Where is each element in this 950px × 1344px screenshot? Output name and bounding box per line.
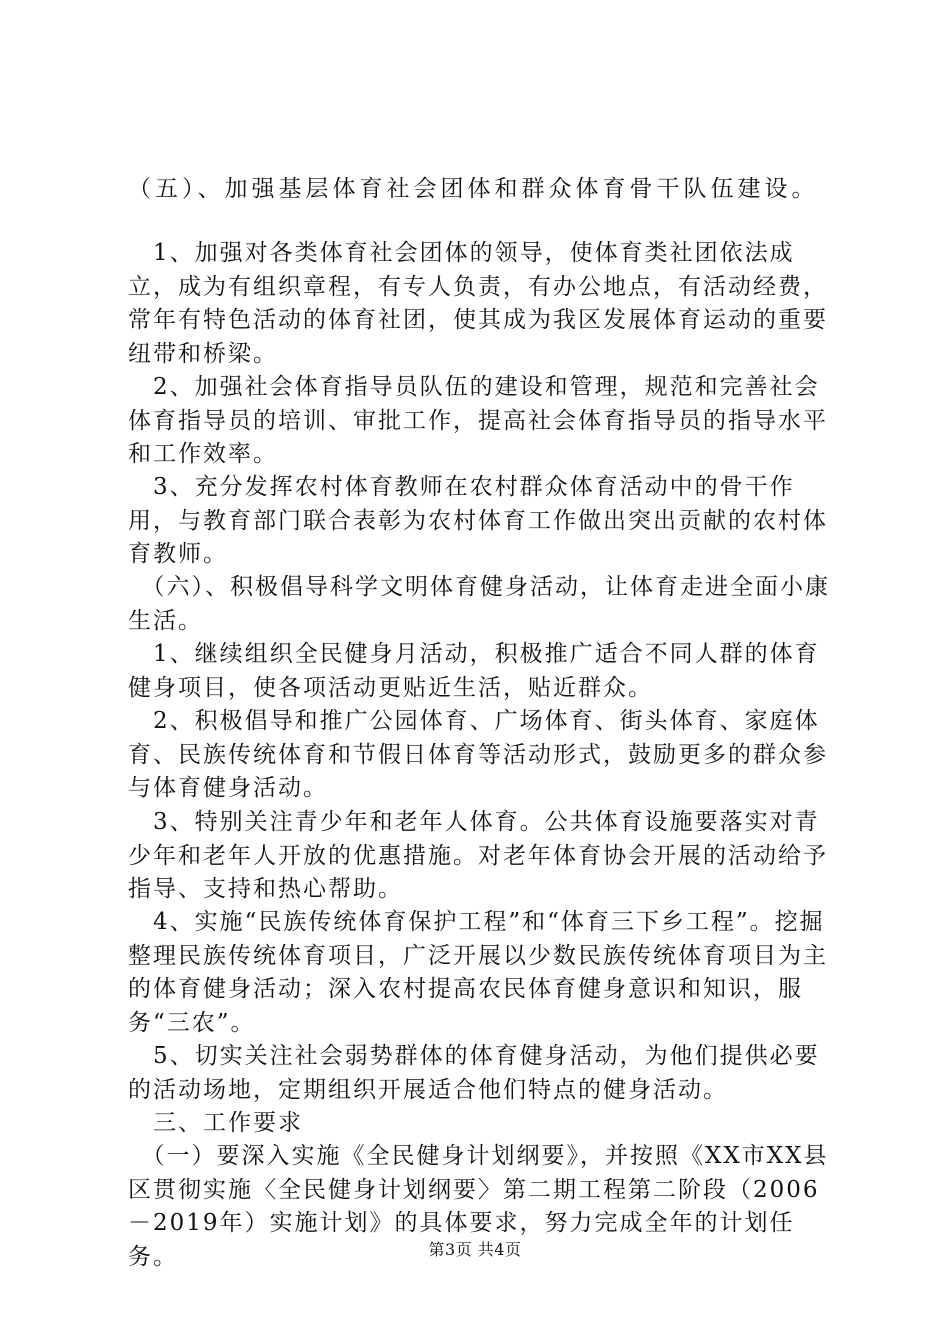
paragraph-six-5-vulnerable-groups: 5、切实关注社会弱势群体的体育健身活动，为他们提供必要的活动场地，定期组织开展适合他们特点的健身活动。 (128, 1043, 820, 1103)
page-indicator: 第3页 共4页 (428, 1240, 522, 1259)
section-heading-work-requirements: 三、工作要求 (128, 1110, 303, 1136)
section-heading-five: （五）、加强基层体育社会团体和群众体育骨干队伍建设。 (128, 176, 819, 202)
paragraph-1-social-groups: 1、加强对各类体育社会团体的领导，使体育类社团依法成立，成为有组织章程，有专人负责，有办公地点，有活动经费，常年有特色活动的体育社团，使其成为我区发展体育运动的重要纽带和桥梁。 (128, 240, 828, 367)
paragraph-six-2-sports-forms: 2、积极倡导和推广公园体育、广场体育、街头体育、家庭体育、民族传统体育和节假日体育等活动形式，鼓励更多的群众参与体育健身活动。 (128, 708, 828, 801)
paragraph-six-4-ethnic-sports: 4、实施“民族传统体育保护工程”和“体育三下乡工程”。挖掘整理民族传统体育项目，广泛开展以少数民族传统体育项目为主的体育健身活动；深入农村提高农民体育健身意识和知识，服务“三农”。 (128, 909, 828, 1036)
paragraph-six-3-youth-elderly: 3、特别关注青少年和老年人体育。公共体育设施要落实对青少年和老年人开放的优惠措施。对老年体育协会开展的活动给予指导、支持和热心帮助。 (128, 809, 828, 902)
paragraph-six-1-fitness-month: 1、继续组织全民健身月活动，积极推广适合不同人群的体育健身项目，使各项活动更贴近生活，贴近群众。 (128, 641, 820, 701)
paragraph-3-rural-teachers: 3、充分发挥农村体育教师在农村群众体育活动中的骨干作用，与教育部门联合表彰为农村体育工作做出突出贡献的农村体育教师。 (128, 474, 828, 567)
section-heading-six: （六）、积极倡导科学文明体育健身活动，让体育走进全面小康生活。 (128, 574, 830, 634)
paragraph-2-instructors: 2、加强社会体育指导员队伍的建设和管理，规范和完善社会体育指导员的培训、审批工作，提高社会体育指导员的指导水平和工作效率。 (128, 374, 828, 467)
paragraph-requirement-1: （一）要深入实施《全民健身计划纲要》，并按照《XX市XX县区贯彻实施〈全民健身计划纲要〉第二期工程第二阶段（2006－2019年）实施计划》的具体要求，努力完成全年的计划任务。 (128, 1143, 829, 1270)
